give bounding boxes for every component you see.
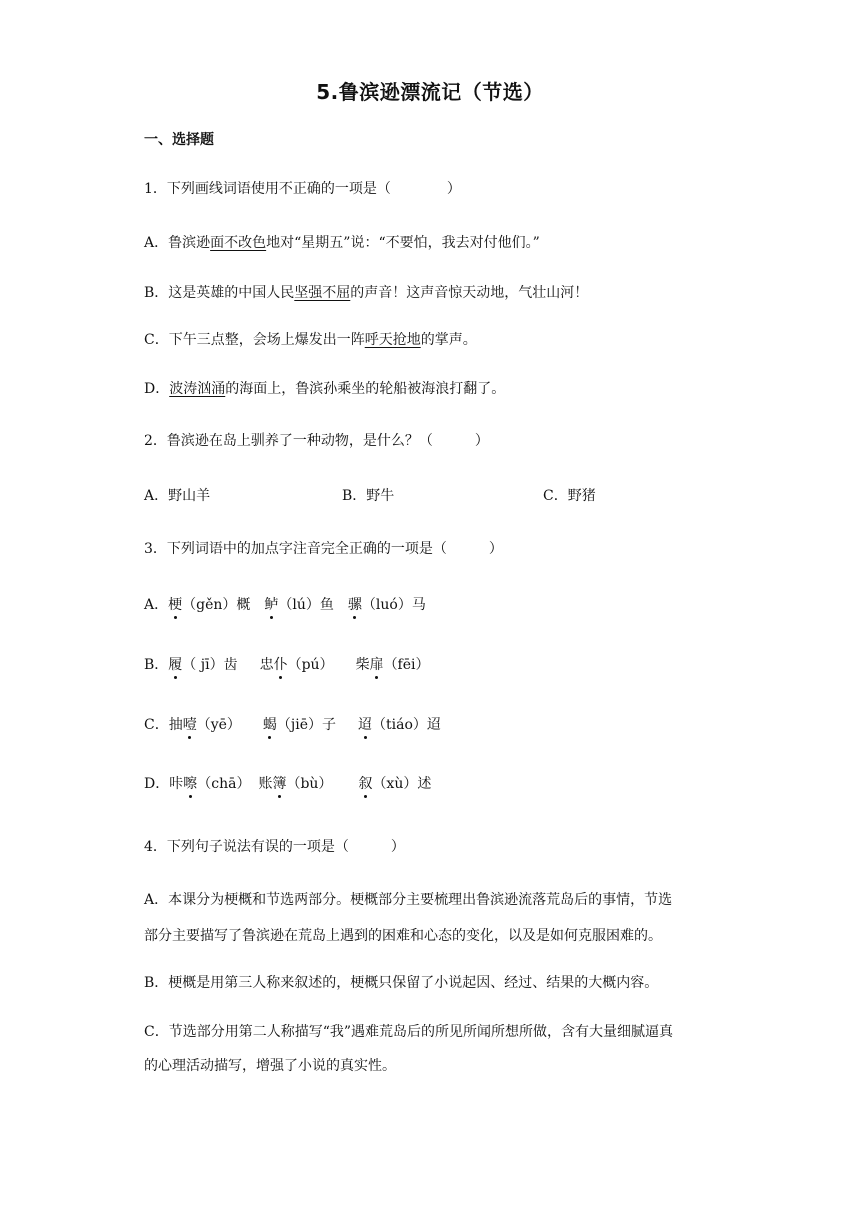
option-text: （xù）述 <box>372 776 432 792</box>
dotted-char: 梗 <box>168 597 183 613</box>
question-2-option-a[interactable]: A．野山羊 <box>144 488 211 504</box>
underlined-word: 呼天抢地 <box>364 332 421 348</box>
underlined-word: 波涛汹涌 <box>169 381 226 397</box>
question-4-stem: 4．下列句子说法有误的一项是（ ） <box>144 839 405 855</box>
option-text: （lú）鱼 <box>278 597 334 613</box>
option-text: （tiáo）迢 <box>372 717 441 733</box>
question-1-option-d[interactable] <box>144 378 505 398</box>
option-text: （luó）马 <box>361 597 426 613</box>
option-text: D．咔 <box>144 776 184 792</box>
option-text: （ jī）齿 <box>182 657 238 673</box>
question-3-option-d[interactable] <box>144 773 431 793</box>
dotted-char: 蝎 <box>262 717 277 733</box>
dotted-char: 仆 <box>273 657 288 673</box>
dotted-char: 骡 <box>347 597 362 613</box>
question-2-stem: 2．鲁滨逊在岛上驯养了一种动物，是什么？（ ） <box>144 433 489 449</box>
option-text: C．抽 <box>144 717 183 733</box>
option-text: （yē） <box>196 717 241 733</box>
option-text: B．这是英雄的中国人民 <box>144 285 295 301</box>
underlined-word: 坚强不屈 <box>294 285 351 301</box>
question-3-stem: 3．下列词语中的加点字注音完全正确的一项是（ ） <box>144 541 503 557</box>
dotted-char: 叙 <box>358 776 373 792</box>
question-4-option-c[interactable]: C．节选部分用第二人称描写“我”遇难荒岛后的所见所闻所想所做，含有大量细腻逼真 <box>144 1024 674 1040</box>
option-text: A．鲁滨逊 <box>144 235 211 251</box>
dotted-char: 扉 <box>369 657 384 673</box>
dotted-char: 鲈 <box>264 597 279 613</box>
question-2-option-c[interactable]: C．野猪 <box>543 488 596 504</box>
option-text: 的掌声。 <box>420 332 477 348</box>
question-3-option-a[interactable] <box>144 594 426 614</box>
option-text: C．下午三点整，会场上爆发出一阵 <box>144 332 365 348</box>
question-4-option-a-cont: 部分主要描写了鲁滨逊在荒岛上遇到的困难和心态的变化，以及是如何克服困难的。 <box>144 928 662 944</box>
option-text: （pú） <box>287 657 334 673</box>
dotted-char: 噎 <box>182 717 197 733</box>
option-text: 地对“星期五”说：“不要怕，我去对付他们。” <box>266 235 540 251</box>
question-1-option-a[interactable] <box>144 232 540 252</box>
question-4-option-a[interactable]: A．本课分为梗概和节选两部分。梗概部分主要梳理出鲁滨逊流落荒岛后的事情，节选 <box>144 892 673 908</box>
dotted-char: 嚓 <box>183 776 198 792</box>
dotted-char: 履 <box>168 657 183 673</box>
question-1-option-b[interactable] <box>144 282 588 302</box>
question-3-option-c[interactable] <box>144 714 441 734</box>
option-text: D． <box>144 381 170 397</box>
question-1-option-c[interactable] <box>144 329 477 349</box>
page-title: 5.鲁滨逊漂流记（节选） <box>316 80 544 104</box>
option-text: （bù） <box>286 776 333 792</box>
question-4-option-b[interactable]: B．梗概是用第三人称来叙述的，梗概只保留了小说起因、经过、结果的大概内容。 <box>144 975 659 991</box>
option-text: 的海面上，鲁滨孙乘坐的轮船被海浪打翻了。 <box>225 381 506 397</box>
option-text: 的声音！这声音惊天动地，气壮山河！ <box>350 285 589 301</box>
dotted-char: 簿 <box>272 776 287 792</box>
question-2-option-b[interactable]: B．野牛 <box>342 488 395 504</box>
option-text: （chā） <box>197 776 251 792</box>
question-4-option-c-cont: 的心理活动描写，增强了小说的真实性。 <box>144 1058 396 1074</box>
option-text: 账 <box>258 776 273 792</box>
section-heading: 一、选择题 <box>144 132 214 148</box>
question-1-stem: 1．下列画线词语使用不正确的一项是（ ） <box>144 181 461 197</box>
option-letter: A． <box>144 597 169 613</box>
option-text: （fēi） <box>383 657 430 673</box>
question-3-option-b[interactable] <box>144 654 430 674</box>
option-text: 忠 <box>259 657 274 673</box>
option-text: （jiē）子 <box>276 717 337 733</box>
dotted-char: 迢 <box>358 717 373 733</box>
option-text: （gěn）概 <box>182 597 251 613</box>
underlined-word: 面不改色 <box>210 235 267 251</box>
option-letter: B． <box>144 657 169 673</box>
option-text: 柴 <box>355 657 370 673</box>
